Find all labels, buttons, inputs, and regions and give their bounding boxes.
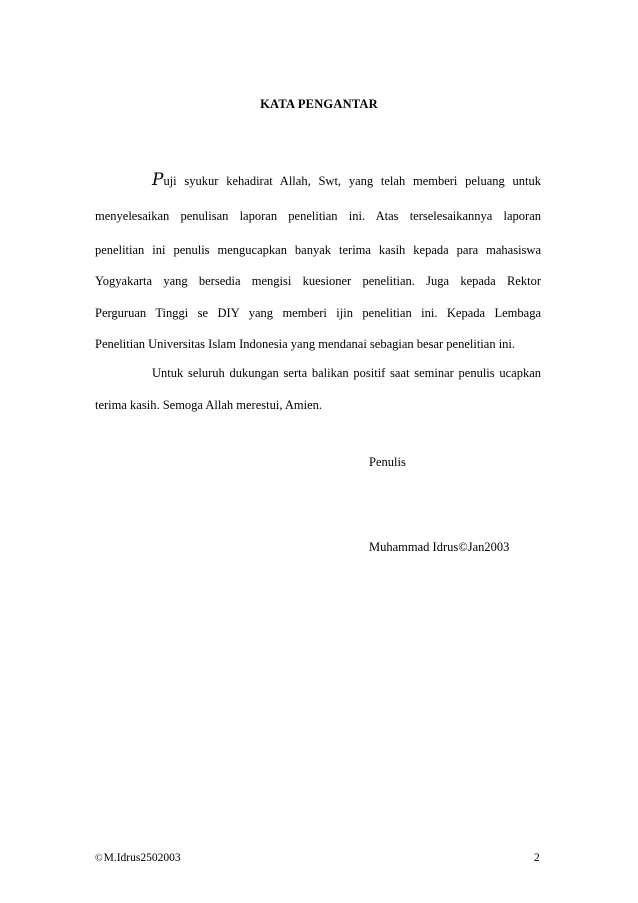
paragraph-1-line-5: Perguruan Tinggi se DIY yang memberi ijin penelitian ini. Kepada Lembaga <box>95 306 541 320</box>
paragraph-1-line-6: Penelitian Universitas Islam Indonesia yang mendanai sebagian besar penelitian ini. <box>95 337 516 351</box>
paragraph-2-line-2: terima kasih. Semoga Allah merestui, Amien. <box>95 398 323 412</box>
paragraph-1-line-3: penelitian ini penulis mengucapkan banyak terima kasih kepada para mahasiswa <box>95 243 541 257</box>
footer-left <box>95 851 181 866</box>
paragraph-1-line-1 <box>152 172 541 189</box>
paragraph-2-line-1: Untuk seluruh dukungan serta balikan positif saat seminar penulis ucapkan <box>152 366 541 380</box>
page-title: KATA PENGANTAR <box>260 97 378 111</box>
footer-author: M.Idrus2502003 <box>103 852 181 864</box>
paragraph-1-line-4: Yogyakarta yang bersedia mengisi kuesioner penelitian. Juga kepada Rektor <box>95 274 541 288</box>
copyright-icon: © <box>95 853 103 864</box>
page-number: 2 <box>534 852 540 864</box>
dropcap-letter: P <box>152 170 164 190</box>
signature-label: Penulis <box>369 455 406 469</box>
paragraph-1-line-1-text: uji syukur kehadirat Allah, Swt, yang telah memberi peluang untuk <box>163 174 541 188</box>
paragraph-1-line-2: menyelesaikan penulisan laporan penelitian ini. Atas terselesaikannya laporan <box>95 209 541 223</box>
signature-name: Muhammad Idrus©Jan2003 <box>369 540 510 554</box>
